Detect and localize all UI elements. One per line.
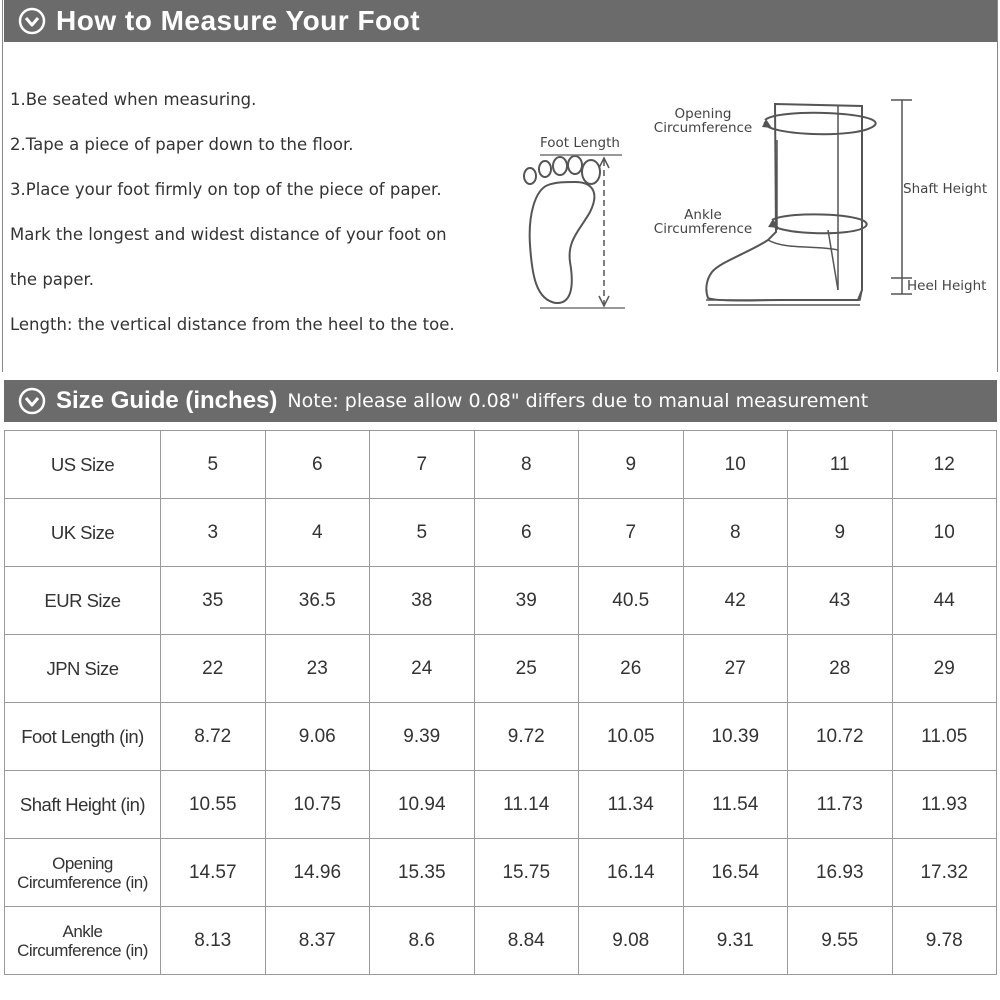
row-header-label: US Size: [50, 453, 115, 475]
table-cell: 10.75: [265, 771, 370, 839]
table-row: [5, 635, 997, 703]
table-row: [5, 431, 997, 499]
table-cell: 7: [370, 431, 475, 499]
row-header: [5, 907, 161, 975]
table-cell: 8.37: [265, 907, 370, 975]
table-cell: 16.14: [579, 839, 684, 907]
table-cell: 24: [370, 635, 475, 703]
row-header-label: Shaft Height (in): [19, 793, 146, 815]
ankle-label-2: Circumference: [653, 221, 753, 237]
table-cell: 3: [161, 499, 266, 567]
table-cell: 5: [161, 431, 266, 499]
table-cell: 23: [265, 635, 370, 703]
table-cell: 9.06: [265, 703, 370, 771]
row-header-label: Opening: [52, 853, 113, 873]
table-row: [5, 703, 997, 771]
step-line: Mark the longest and widest distance of your foot on: [10, 225, 447, 244]
table-cell: 14.57: [161, 839, 266, 907]
step-line: Length: the vertical distance from the heel to the toe.: [10, 315, 455, 334]
table-cell: 9.39: [370, 703, 475, 771]
row-header-label: JPN Size: [46, 657, 119, 679]
table-row: [5, 567, 997, 635]
table-cell: 7: [579, 499, 684, 567]
table-cell: 11: [788, 431, 893, 499]
table-cell: 16.93: [788, 839, 893, 907]
table-cell: 29: [892, 635, 997, 703]
table-cell: 9.08: [579, 907, 684, 975]
table-cell: 10.05: [579, 703, 684, 771]
table-row: [5, 907, 997, 975]
table-cell: 8.13: [161, 907, 266, 975]
table-cell: 44: [892, 567, 997, 635]
row-header: [5, 703, 161, 771]
row-header-label-2: Circumference (in): [17, 872, 148, 892]
step-line: the paper.: [10, 270, 95, 289]
chevron-down-icon: [18, 387, 46, 415]
table-cell: 11.93: [892, 771, 997, 839]
size-guide-note: Note: please allow 0.08" differs due to manual measurement: [287, 390, 869, 412]
table-row: [5, 839, 997, 907]
table-cell: 11.05: [892, 703, 997, 771]
table-cell: 22: [161, 635, 266, 703]
measure-section-title: How to Measure Your Foot: [56, 5, 421, 36]
measure-illustration: [0, 0, 1000, 380]
table-cell: 11.14: [474, 771, 579, 839]
table-cell: 28: [788, 635, 893, 703]
table-cell: 42: [683, 567, 788, 635]
table-cell: 38: [370, 567, 475, 635]
table-cell: 10: [892, 499, 997, 567]
table-cell: 14.96: [265, 839, 370, 907]
table-cell: 6: [474, 499, 579, 567]
ankle-label: Ankle: [684, 207, 722, 223]
row-header: [5, 771, 161, 839]
row-header: [5, 431, 161, 499]
table-cell: 43: [788, 567, 893, 635]
table-cell: 10: [683, 431, 788, 499]
table-cell: 8.84: [474, 907, 579, 975]
table-cell: 9.72: [474, 703, 579, 771]
opening-label: Opening: [674, 106, 732, 122]
table-cell: 10.94: [370, 771, 475, 839]
table-cell: 27: [683, 635, 788, 703]
size-table: [4, 430, 997, 975]
table-cell: 11.73: [788, 771, 893, 839]
row-header: [5, 567, 161, 635]
table-row: [5, 771, 997, 839]
table-cell: 10.55: [161, 771, 266, 839]
row-header-label: UK Size: [50, 521, 115, 543]
step-line: 2.Tape a piece of paper down to the floor.: [10, 135, 354, 154]
table-cell: 5: [370, 499, 475, 567]
table-cell: 9.31: [683, 907, 788, 975]
row-header: [5, 635, 161, 703]
table-cell: 9.78: [892, 907, 997, 975]
size-guide-title: Size Guide (inches): [56, 387, 278, 414]
heel-height-label: Heel Height: [907, 278, 987, 294]
foot-length-label: Foot Length: [540, 135, 620, 151]
table-cell: 9: [788, 499, 893, 567]
table-cell: 40.5: [579, 567, 684, 635]
table-cell: 35: [161, 567, 266, 635]
row-header-label: Ankle: [62, 921, 103, 941]
shaft-height-label: Shaft Height: [903, 181, 988, 197]
table-cell: 12: [892, 431, 997, 499]
table-cell: 9: [579, 431, 684, 499]
table-cell: 36.5: [265, 567, 370, 635]
table-cell: 6: [265, 431, 370, 499]
table-cell: 16.54: [683, 839, 788, 907]
row-header-label-2: Circumference (in): [17, 940, 148, 960]
opening-label-2: Circumference: [653, 120, 753, 136]
table-cell: 39: [474, 567, 579, 635]
table-row: [5, 499, 997, 567]
step-line: 3.Place your foot firmly on top of the piece of paper.: [10, 180, 442, 199]
table-cell: 8.6: [370, 907, 475, 975]
row-header: [5, 839, 161, 907]
row-header-label: EUR Size: [44, 589, 121, 611]
table-cell: 4: [265, 499, 370, 567]
row-header-label: Foot Length (in): [21, 725, 144, 747]
table-cell: 8.72: [161, 703, 266, 771]
row-header: [5, 499, 161, 567]
table-cell: 11.54: [683, 771, 788, 839]
table-cell: 10.39: [683, 703, 788, 771]
table-cell: 26: [579, 635, 684, 703]
size-guide-header: [4, 380, 997, 422]
table-cell: 15.35: [370, 839, 475, 907]
table-cell: 15.75: [474, 839, 579, 907]
table-cell: 8: [474, 431, 579, 499]
table-cell: 8: [683, 499, 788, 567]
step-line: 1.Be seated when measuring.: [10, 90, 257, 109]
table-cell: 11.34: [579, 771, 684, 839]
table-cell: 9.55: [788, 907, 893, 975]
table-cell: 17.32: [892, 839, 997, 907]
foot-outline-icon: [524, 156, 600, 303]
table-cell: 25: [474, 635, 579, 703]
table-cell: 10.72: [788, 703, 893, 771]
